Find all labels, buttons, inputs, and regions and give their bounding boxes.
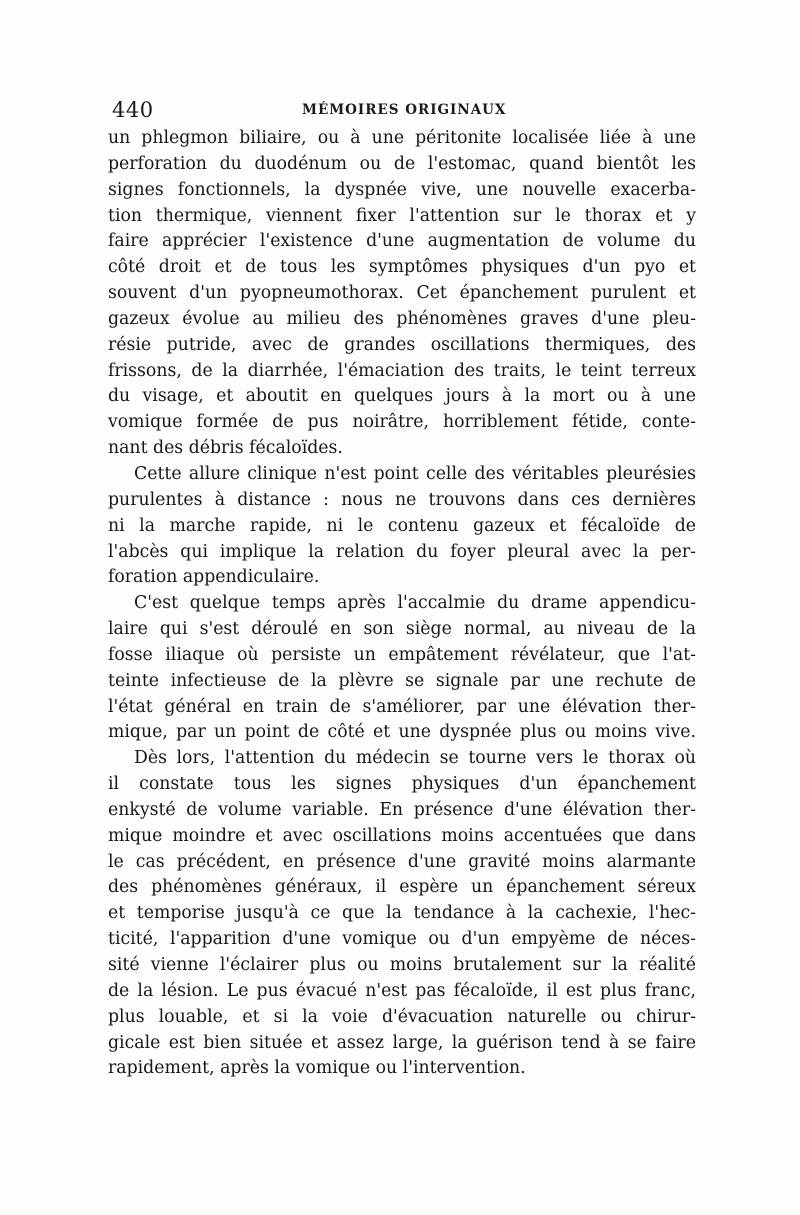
text-line: ni la marche rapide, ni le contenu gazeux et fécaloïde de xyxy=(108,515,696,536)
text-line: C'est quelque temps après l'accalmie du drame appendicu- xyxy=(134,593,696,614)
text-line: sité vienne l'éclairer plus ou moins brutalement sur la réalité xyxy=(108,955,696,975)
text-line: mique moindre et avec oscillations moins accentuées que dans xyxy=(108,825,696,846)
text-line: des phénomènes généraux, il espère un épanchement séreux xyxy=(108,877,696,898)
text-line: plus louable, et si la voie d'évacuation naturelle ou chirur- xyxy=(108,1006,696,1027)
text-line: mique, par un point de côté et une dyspnée plus ou moins vive. xyxy=(108,722,696,743)
text-line: souvent d'un pyopneumothorax. Cet épanchement purulent et xyxy=(108,283,696,304)
text-line: foration appendiculaire. xyxy=(108,567,320,588)
text-line: rapidement, après la vomique ou l'intervention. xyxy=(108,1058,526,1079)
text-line: gicale est bien située et assez large, la guérison tend à se faire xyxy=(108,1032,696,1053)
text-line: purulentes à distance : nous ne trouvons dans ces dernières xyxy=(108,489,696,510)
page-number: 440 xyxy=(112,98,154,122)
text-line: laire qui s'est déroulé en son siège normal, au niveau de la xyxy=(108,619,696,640)
text-line: perforation du duodénum ou de l'estomac, quand bientôt les xyxy=(108,153,696,174)
text-line: signes fonctionnels, la dyspnée vive, une nouvelle exacerba- xyxy=(108,179,696,200)
text-line: un phlegmon biliaire, ou à une péritonite localisée liée à une xyxy=(108,128,696,148)
body-text xyxy=(108,126,696,1082)
text-line: teinte infectieuse de la plèvre se signale par une rechute de xyxy=(108,670,696,691)
text-line: l'état général en train de s'améliorer, par une élévation ther- xyxy=(108,696,696,717)
page-header xyxy=(112,98,694,124)
text-line: enkysté de volume variable. En présence d'une élévation ther- xyxy=(108,799,696,820)
text-line: fosse iliaque où persiste un empâtement révélateur, que l'at- xyxy=(108,644,696,665)
text-line: gazeux évolue au milieu des phénomènes graves d'une pleu- xyxy=(108,308,696,329)
text-line: ticité, l'apparition d'une vomique ou d'un empyème de néces- xyxy=(108,929,696,950)
text-line: l'abcès qui implique la relation du foyer pleural avec la per- xyxy=(108,541,696,562)
text-line: Cette allure clinique n'est point celle des véritables pleurésies xyxy=(134,463,696,484)
text-line: Dès lors, l'attention du médecin se tourne vers le thorax où xyxy=(134,748,696,769)
text-line: résie putride, avec de grandes oscillations thermiques, des xyxy=(108,334,696,355)
text-line: vomique formée de pus noirâtre, horriblement fétide, conte- xyxy=(108,412,696,433)
text-line: le cas précédent, en présence d'une gravité moins alarmante xyxy=(108,851,696,872)
text-line: côté droit et de tous les symptômes physiques d'un pyo et xyxy=(108,257,696,278)
text-line: tion thermique, viennent fixer l'attention sur le thorax et y xyxy=(108,205,696,226)
text-line: du visage, et aboutit en quelques jours à la mort ou à une xyxy=(108,386,696,407)
text-line: il constate tous les signes physiques d'un épanchement xyxy=(108,774,696,795)
text-line: nant des débris fécaloïdes. xyxy=(108,438,343,459)
text-line: et temporise jusqu'à ce que la tendance à la cachexie, l'hec- xyxy=(108,903,696,924)
text-line: de la lésion. Le pus évacué n'est pas fécaloïde, il est plus franc, xyxy=(108,980,696,1001)
text-line: faire apprécier l'existence d'une augmentation de volume du xyxy=(108,231,696,252)
running-title: MÉMOIRES ORIGINAUX xyxy=(302,102,507,118)
text-line: frissons, de la diarrhée, l'émaciation des traits, le teint terreux xyxy=(108,360,696,381)
